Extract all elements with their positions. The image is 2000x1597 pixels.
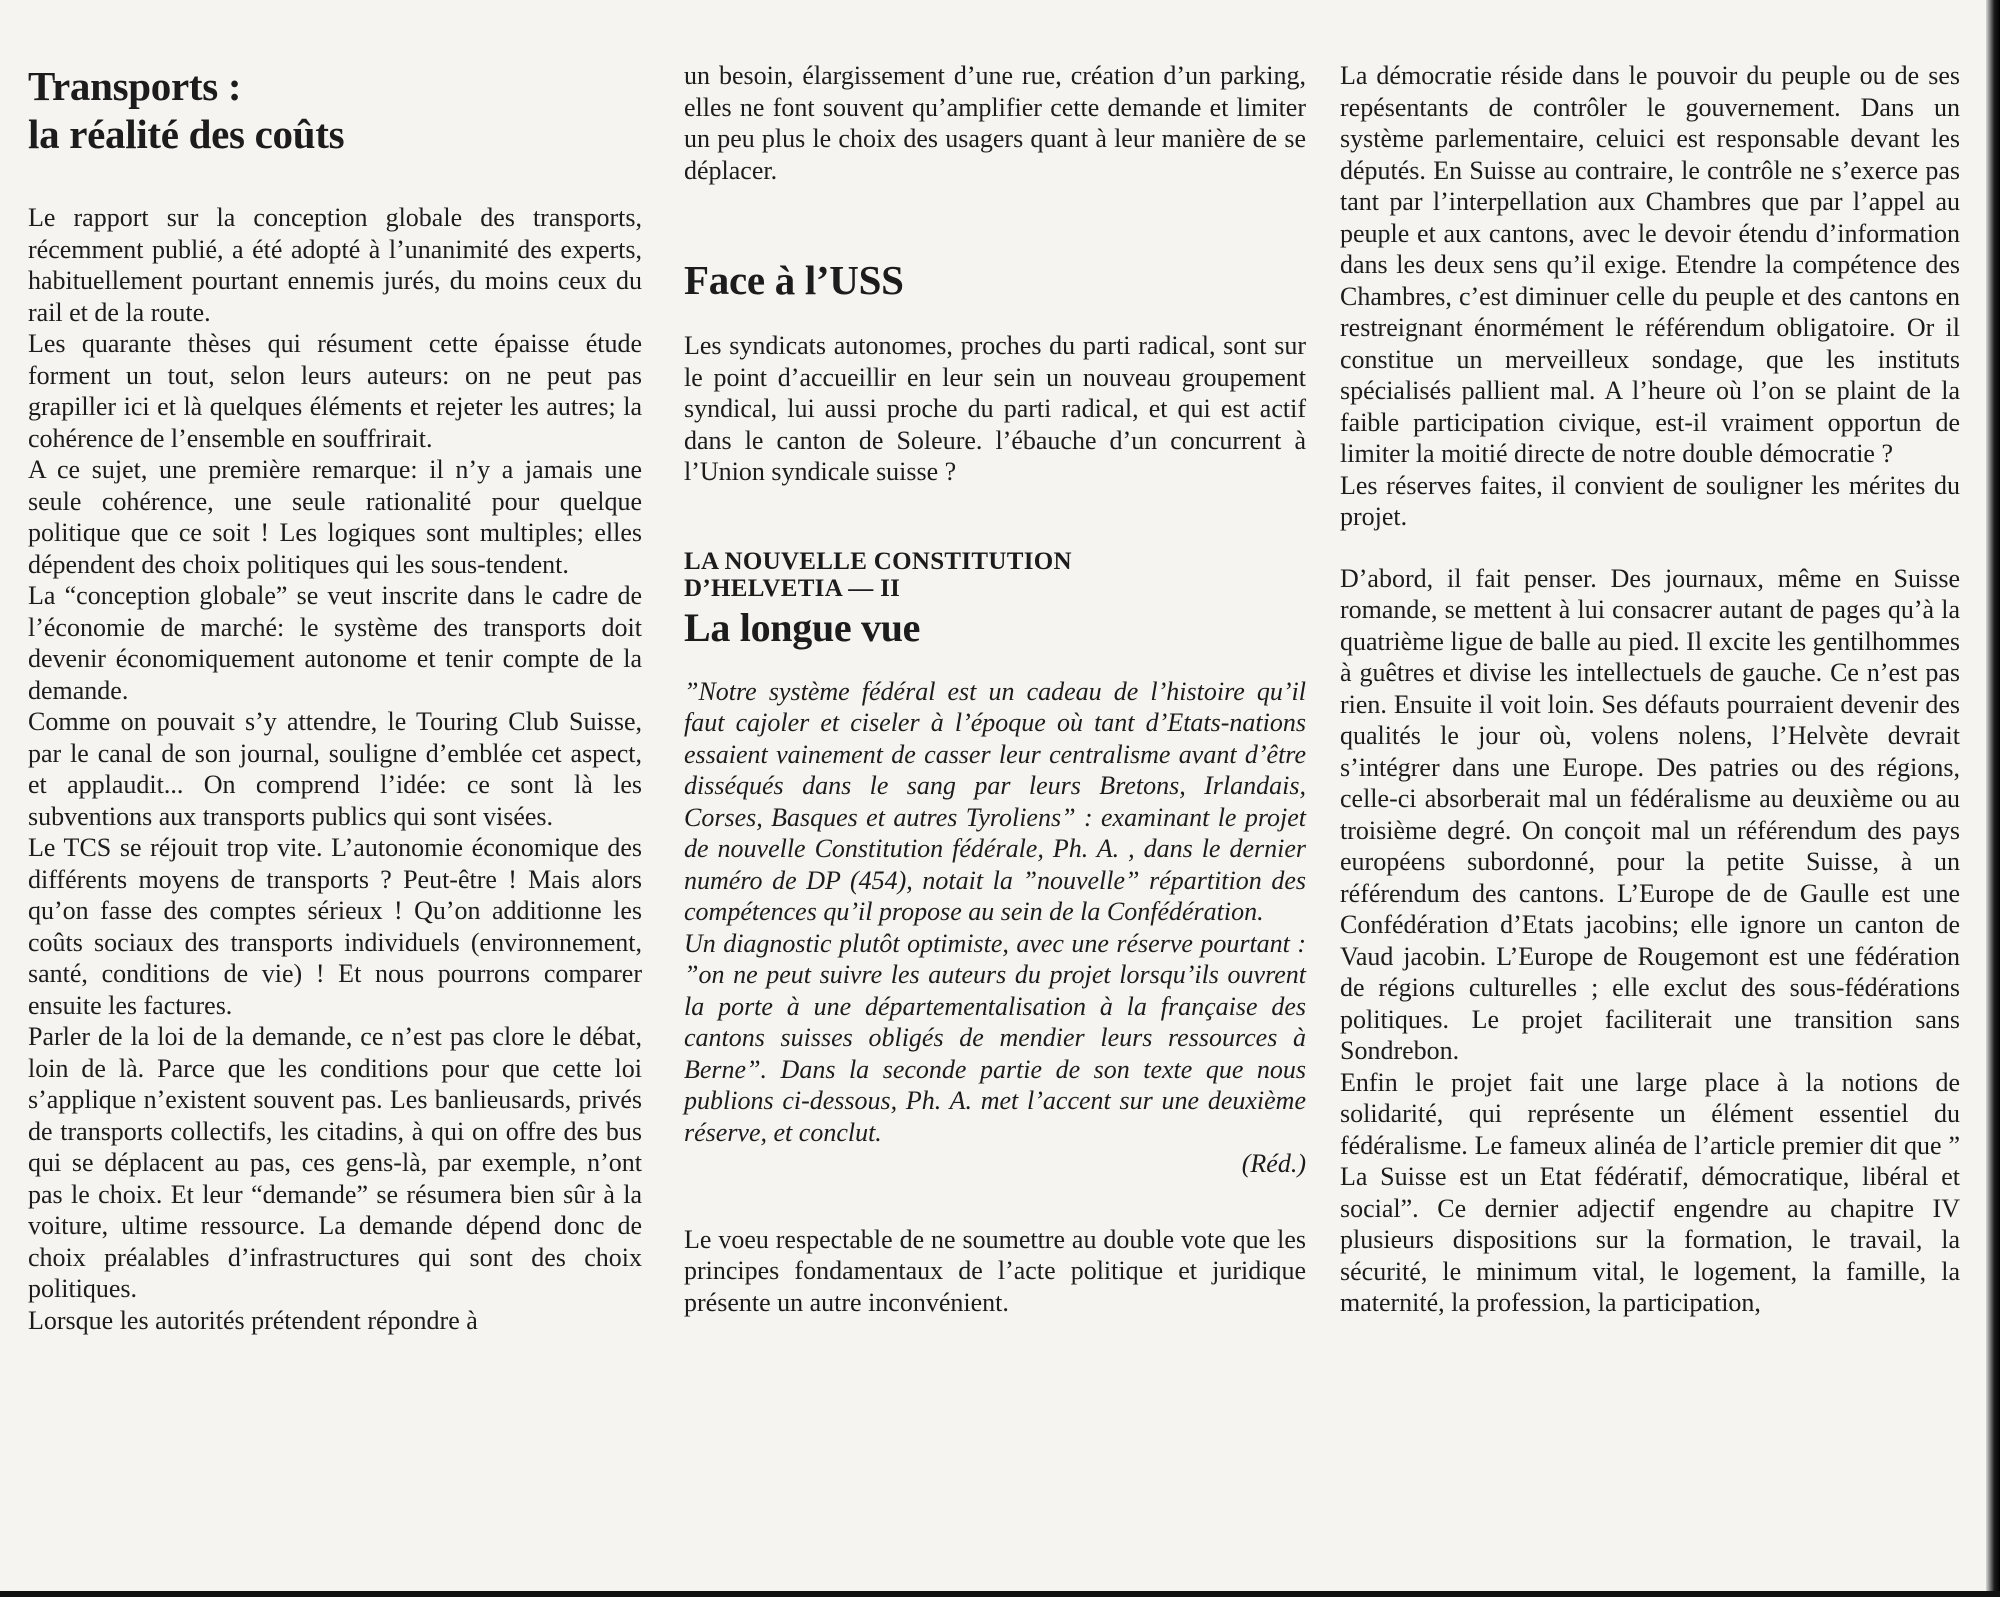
article-headline-transports bbox=[28, 62, 642, 158]
intro-paragraph: Un diagnostic plutôt optimiste, avec une réserve pourtant : ”on ne peut suivre les auteurs du projet lorsqu’ils ouvrent la porte à une départementalisation à la française des cantons suisses obligés de mendier leurs ressources à Berne”. Dans la seconde partie de son texte que nous publions ci-dessous, Ph. A. met l’accent sur une deuxième réserve, et conclut. bbox=[684, 928, 1306, 1147]
headline-line-2: la réalité des coûts bbox=[28, 111, 345, 157]
article-kicker bbox=[684, 548, 1306, 602]
paragraph: Les quarante thèses qui résument cette épaisse étude forment un tout, selon leurs auteurs: on ne peut pas grapiller ici et là quelques éléments et rejeter les autres; la cohérence de l’ensemble en souffrirait. bbox=[28, 329, 642, 453]
page-bottom-edge bbox=[0, 1591, 2000, 1597]
column-middle bbox=[684, 60, 1306, 1318]
paragraph: Les réserves faites, il convient de souligner les mérites du projet. bbox=[1340, 470, 1960, 531]
column-transports bbox=[28, 60, 642, 1336]
article-uss bbox=[684, 256, 1306, 488]
article-headline-uss: Face à l’USS bbox=[684, 257, 904, 303]
column-right bbox=[1340, 60, 1960, 1319]
intro-paragraph: ”Notre système fédéral est un cadeau de l’histoire qu’il faut cajoler et ciseler à l’époque où tant d’Etats-nations essaient vainement de casser leur centralisme avant d’être disséqués dans le sang par leurs Bretons, Irlandais, Corses, Basques et autres Tyroliens” : examinant le projet de nouvelle Constitution fédérale, Ph. A. , dans le dernier numéro de DP (454), notait la ”nouvelle” répartition des compétences qu’il propose au sein de la Confédération. bbox=[684, 676, 1306, 926]
paragraph: Le TCS se réjouit trop vite. L’autonomie économique des différents moyens de transports ? Peut-être ! Mais alors qu’on fasse des comptes sérieux ! Qu’on additionne les coûts sociaux des transports individuels (environnement, santé, conditions de vie) ! Et nous pourrons comparer ensuite les factures. bbox=[28, 833, 642, 1020]
paragraph: Le rapport sur la conception globale des transports, récemment publié, a été adopté à l’unanimité des experts, habituellement pourtant ennemis jurés, du moins ceux du rail et de la route. bbox=[28, 203, 642, 327]
paragraph: D’abord, il fait penser. Des journaux, même en Suisse romande, se mettent à lui consacrer autant de pages qu’à la quatrième ligue de balle au pied. Il excite les gentilhommes à guêtres et divise les intellectuels de gauche. Ce n’est pas rien. Ensuite il voit loin. Ses défauts pourraient devenir des qualités le jour où, volens nolens, l’Helvète devrait s’intégrer dans une Europe. Des patries ou des régions, celle-ci absorberait mal un fédéralisme au deuxième ou au troisième degré. On conçoit mal un référendum des pays européens subordonné, pour la petite Suisse, à un référendum des cantons. L’Europe de de Gaulle est une Confédération d’Etats jacobins; elle ignore un canton de Vaud jacobin. L’Europe de Rougemont est une fédération de régions culturelles ; elle exclut des sous-fédérations politiques. Le projet faciliterait une transition sans Sondrebon. bbox=[1340, 563, 1960, 1065]
paragraph: Les syndicats autonomes, proches du parti radical, sont sur le point d’accueillir en leur sein un nouveau groupement syndical, lui aussi proche du parti radical, et qui est actif dans le canton de Soleure. l’ébauche d’un concurrent à l’Union syndicale suisse ? bbox=[684, 331, 1306, 486]
paragraph: Comme on pouvait s’y attendre, le Touring Club Suisse, par le canal de son journal, souligne d’emblée cet aspect, et applaudit... On comprend l’idée: ce sont là les subventions aux transports publics qui sont visées. bbox=[28, 707, 642, 831]
paragraph: Parler de la loi de la demande, ce n’est pas clore le débat, loin de là. Parce que les conditions pour que cette loi s’applique n’existent souvent pas. Les banlieusards, privés de transports collectifs, les citadins, à qui on offre des bus qui se déplacent au pas, ces gens-là, par exemple, n’ont pas le choix. Et leur “demande” se résumera bien sûr à la voiture, ultime ressource. La demande dépend donc de choix préalables d’infrastructures qui sont des choix politiques. bbox=[28, 1022, 642, 1303]
article-headline-longue-vue: La longue vue bbox=[684, 604, 921, 650]
page-edge-shadow bbox=[1986, 0, 2000, 1597]
paragraph: La “conception globale” se veut inscrite dans le cadre de l’économie de marché: le système des transports doit devenir économiquement autonome et tenir compte de la demande. bbox=[28, 581, 642, 705]
paragraph: Lorsque les autorités prétendent répondre à bbox=[28, 1305, 478, 1335]
paragraph: La démocratie réside dans le pouvoir du peuple ou de ses repésentants de contrôler le gouvernement. Dans un système parlementaire, celuici est responsable devant les députés. En Suisse au contraire, le contrôle ne s’exerce pas tant par l’interpellation aux Chambres que par l’appel au peuple et aux cantons, avec le devoir étendu d’information dans les deux sens qu’il exige. Etendre la compétence des Chambres, c’est diminuer celle du peuple et des cantons en restreignant énormément le référendum obligatoire. Or il constitue un merveilleux sondage, que les instituts spécialisés pallient mal. A l’heure où l’on se plaint de la faible participation civique, est-il vraiment opportun de limiter la moitié directe de notre double démocratie ? bbox=[1340, 61, 1960, 468]
paragraph: A ce sujet, une première remarque: il n’y a jamais une seule cohérence, une seule rationalité pour quelque politique que ce soit ! Les logiques sont multiples; elles dépendent des choix politiques qui les sous-tendent. bbox=[28, 455, 642, 579]
editor-signature: (Réd.) bbox=[1241, 1149, 1306, 1178]
paragraph: Enfin le projet fait une large place à la notions de solidarité, qui représente un élément essentiel du fédéralisme. Le fameux alinéa de l’article premier dit que ” La Suisse est un Etat fédératif, démocratique, libéral et social”. Ce dernier adjectif engendre au chapitre IV plusieurs dispositions sur la formation, le travail, la sécurité, le minimum vital, le logement, la famille, la maternité, la profession, la participation, bbox=[1340, 1067, 1960, 1317]
paragraph-continuation: un besoin, élargissement d’une rue, création d’un parking, elles ne font souvent qu’amplifier cette demande et limiter un peu plus le choix des usagers quant à leur manière de se déplacer. bbox=[684, 61, 1306, 185]
headline-line-1: Transports : bbox=[28, 63, 242, 109]
kicker-line-1: LA NOUVELLE CONSTITUTION bbox=[684, 547, 1072, 575]
paragraph: Le voeu respectable de ne soumettre au double vote que les principes fondamentaux de l’acte politique et juridique présente un autre inconvénient. bbox=[684, 1224, 1306, 1317]
kicker-line-2: D’HELVETIA — II bbox=[684, 574, 901, 602]
